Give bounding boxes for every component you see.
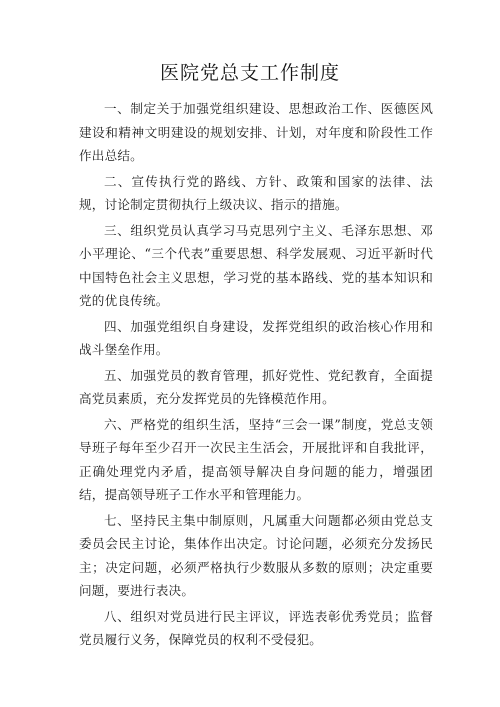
paragraph-6: 六、严格党的组织生活，坚持“三会一课”制度，党总支领导班子每年至少召开一次民主生活会，开展批评和自我批评，正确处理党内矛盾，提高领导解决自身问题的能力，增强团结，提高领导班子工作水平和管理能力。 [79, 416, 433, 502]
paragraph-7: 七、坚持民主集中制原则，凡属重大问题都必须由党总支委员会民主讨论，集体作出决定。讨论问题，必须充分发扬民主；决定问题，必须严格执行少数服从多数的原则；决定重要问题，要进行表决。 [79, 512, 433, 598]
document-title: 医院党总支工作制度 [159, 62, 340, 84]
paragraph-5: 五、加强党员的教育管理，抓好党性、党纪教育，全面提高党员素质，充分发挥党员的先锋模范作用。 [79, 367, 433, 406]
paragraph-2: 二、宣传执行党的路线、方针、政策和国家的法律、法规，讨论制定贯彻执行上级决议、指示的措施。 [79, 173, 433, 212]
paragraph-1: 一、制定关于加强党组织建设、思想政治工作、医德医风建设和精神文明建设的规划安排、计划，对年度和阶段性工作作出总结。 [79, 101, 433, 163]
paragraph-3: 三、组织党员认真学习马克思列宁主义、毛泽东思想、邓小平理论、“三个代表”重要思想、科学发展观、习近平新时代中国特色社会主义思想，学习党的基本路线、党的基本知识和党的优良传统。 [79, 222, 433, 308]
document-body [79, 97, 433, 654]
paragraph-8: 八、组织对党员进行民主评议，评选表彰优秀党员；监督党员履行义务，保障党员的权利不受侵犯。 [79, 608, 433, 647]
paragraph-4: 四、加强党组织自身建设，发挥党组织的政治核心作用和战斗堡垒作用。 [79, 318, 433, 357]
